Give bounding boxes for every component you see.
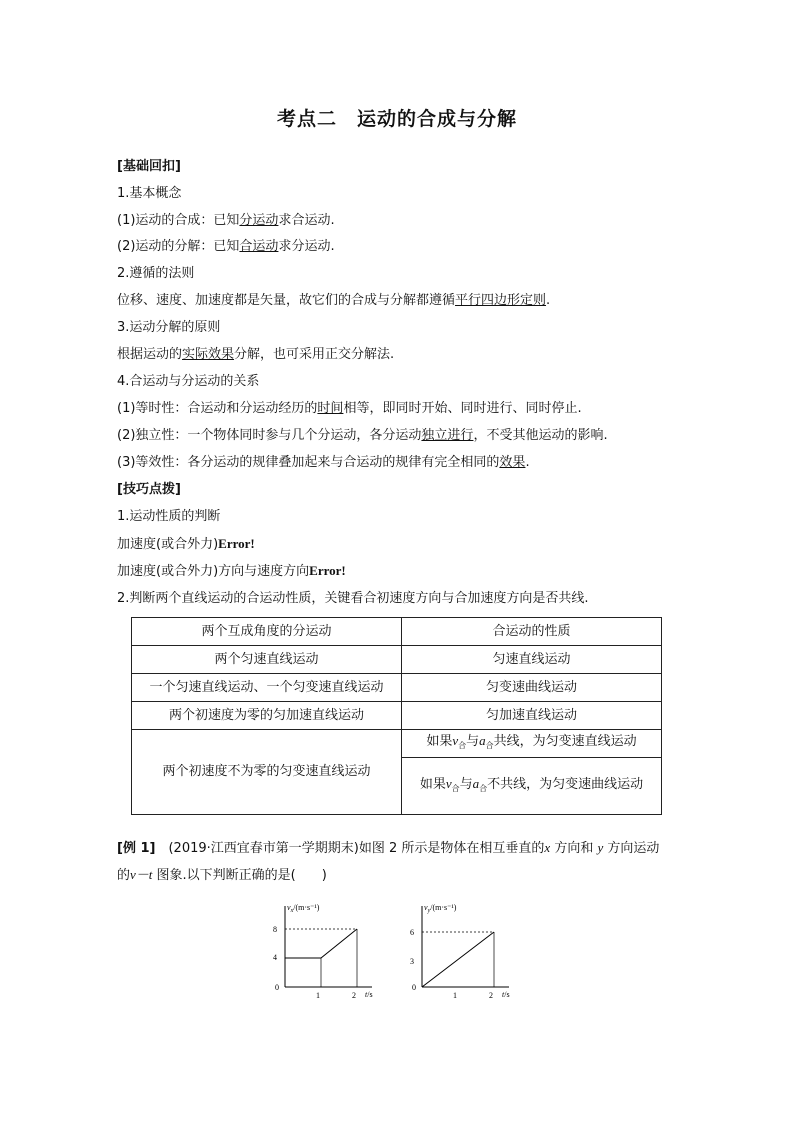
y-tick-label: 0 xyxy=(275,983,279,992)
table-cell: 匀变速曲线运动 xyxy=(402,674,662,702)
section-heading-tips: [技巧点拨] xyxy=(117,482,181,497)
motion-properties-table xyxy=(131,617,662,815)
y-tick-label: 0 xyxy=(412,983,416,992)
table-cell: 如果$v_合$与$a_合$共线，为匀变速直线运动 xyxy=(402,730,662,758)
y-axis-label: $v_y/(m\cdot s^{-1})$ xyxy=(424,903,457,914)
table-cell: 两个初速度为零的匀加速直线运动 xyxy=(132,702,402,730)
example-question-line-2: 的v－t 图象.以下判断正确的是( ) xyxy=(117,867,327,883)
table-header-cell: 两个互成角度的分运动 xyxy=(132,618,402,646)
table-cell: 匀加速直线运动 xyxy=(402,702,662,730)
table-cell: 如果$v_合$与$a_合$不共线，为匀变速曲线运动 xyxy=(402,758,662,815)
page-title: 考点二 运动的合成与分解 xyxy=(276,108,517,130)
x-axis-label: t/s xyxy=(365,990,373,999)
table-header-cell: 合运动的性质 xyxy=(402,618,662,646)
y-tick-label: 8 xyxy=(273,925,277,934)
subheading-concepts: 1.基本概念 xyxy=(117,186,182,201)
judge-line-a: 加速度(或合外力)Error! xyxy=(117,536,255,552)
subheading-combined: 2.判断两个直线运动的合运动性质，关键看合初速度方向与合加速度方向是否共线. xyxy=(117,591,589,606)
table-cell: 两个匀速直线运动 xyxy=(132,646,402,674)
concept-item: (2)运动的分解：已知合运动求分运动. xyxy=(117,239,335,254)
y-tick-label: 6 xyxy=(410,928,414,937)
velocity-line xyxy=(422,932,494,987)
table-cell: 一个匀速直线运动、一个匀变速直线运动 xyxy=(132,674,402,702)
relation-item: (3)等效性：各分运动的规律叠加起来与合运动的规律有完全相同的效果. xyxy=(117,455,530,470)
x-tick-label: 2 xyxy=(489,991,493,1000)
y-tick-label: 3 xyxy=(410,957,414,966)
vx-t-graph xyxy=(270,900,390,1005)
rule-text: 位移、速度、加速度都是矢量，故它们的合成与分解都遵循平行四边形定则. xyxy=(117,293,551,308)
table-row xyxy=(132,702,662,730)
subheading-rules: 2.遵循的法则 xyxy=(117,266,195,281)
table-row xyxy=(132,646,662,674)
vy-t-graph xyxy=(407,900,527,1005)
table-row xyxy=(132,674,662,702)
subheading-judge: 1.运动性质的判断 xyxy=(117,509,221,524)
subheading-relations: 4.合运动与分运动的关系 xyxy=(117,374,260,389)
table-header-row xyxy=(132,618,662,646)
table-cell: 匀速直线运动 xyxy=(402,646,662,674)
velocity-line xyxy=(285,929,357,958)
table-cell: 两个初速度不为零的匀变速直线运动 xyxy=(132,730,402,815)
x-tick-label: 2 xyxy=(352,991,356,1000)
section-heading-basics: [基础回扣] xyxy=(117,159,181,174)
x-tick-label: 1 xyxy=(316,991,320,1000)
example-question-line-1: [例 1] (2019·江西宜春市第一学期期末)如图 2 所示是物体在相互垂直的x 方向和 y 方向运动 xyxy=(117,840,660,856)
y-axis-label: $v_x/(m\cdot s^{-1})$ xyxy=(287,903,320,914)
subheading-principle: 3.运动分解的原则 xyxy=(117,320,221,335)
y-tick-label: 4 xyxy=(273,953,277,962)
principle-text: 根据运动的实际效果分解，也可采用正交分解法. xyxy=(117,347,395,362)
relation-item: (2)独立性：一个物体同时参与几个分运动，各分运动独立进行，不受其他运动的影响. xyxy=(117,428,608,443)
concept-item: (1)运动的合成：已知分运动求合运动. xyxy=(117,213,335,228)
x-axis-label: t/s xyxy=(502,990,510,999)
table-row xyxy=(132,730,662,758)
relation-item: (1)等时性：合运动和分运动经历的时间相等，即同时开始、同时进行、同时停止. xyxy=(117,401,582,416)
x-tick-label: 1 xyxy=(453,991,457,1000)
judge-line-b: 加速度(或合外力)方向与速度方向Error! xyxy=(117,563,346,579)
